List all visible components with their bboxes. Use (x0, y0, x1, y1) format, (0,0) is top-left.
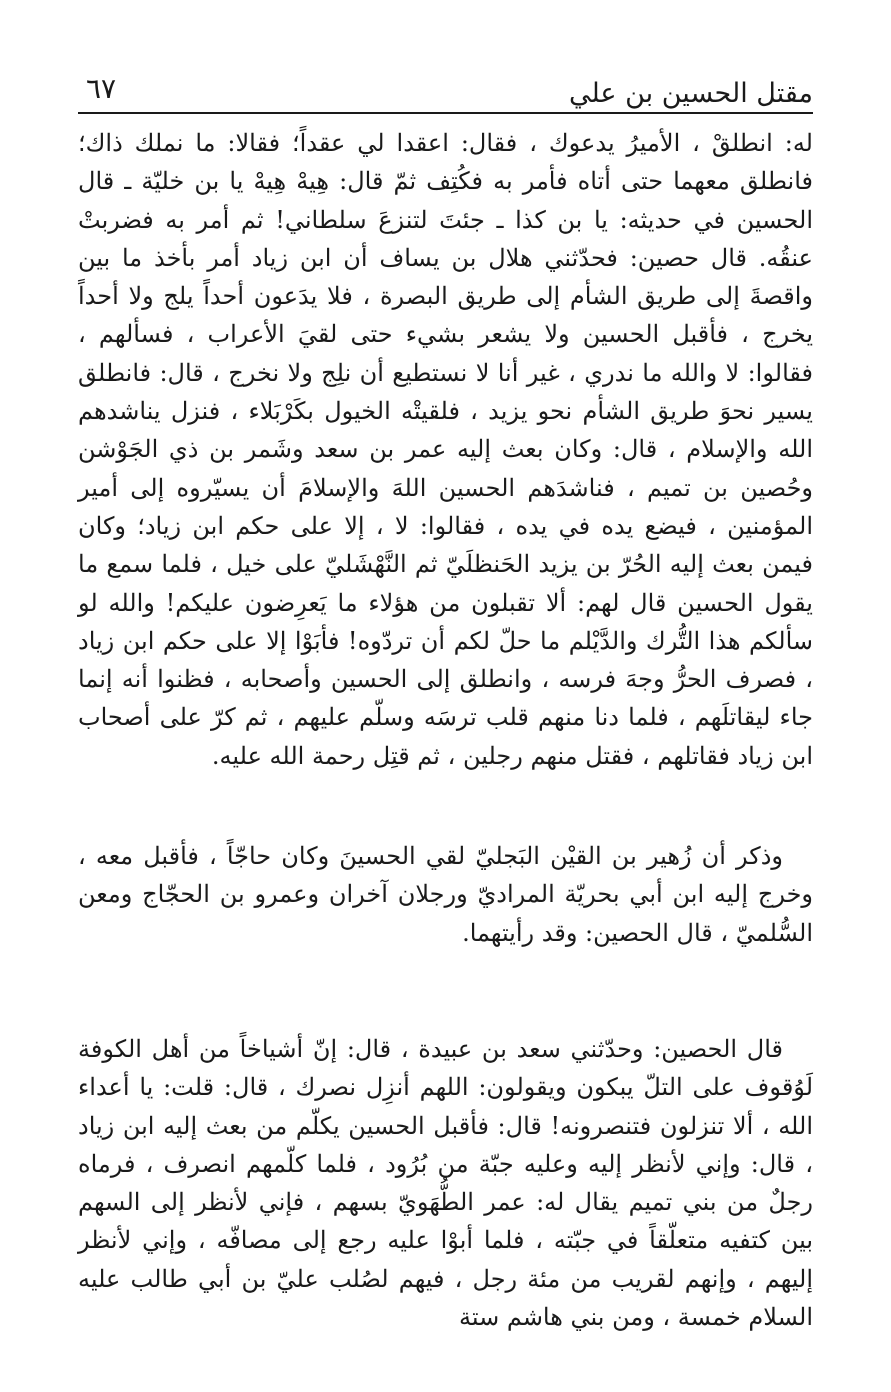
page-header (78, 66, 813, 114)
running-title: مقتل الحسين بن علي (568, 78, 813, 109)
paragraph-1: له: انطلقْ ، الأميرُ يدعوك ، فقال: اعقدا لي عقداً؛ فقالا: ما نملك ذاك؛ فانطلق معهما حتى أتاه فأمر به فكُتِف ثمّ قال: هِيهْ هِيهْ يا بن خليّة ـ قال الحسين في حديثه: يا بن كذا ـ جئتَ لتنزعَ سلطاني! ثم أمر به فضربتْ عنقُه. قال حصين: فحدّثني هلال بن يساف أن ابن زياد أمر بأخذ ما بين واقصةَ إلى طريق الشأم إلى طريق البصرة ، فلا يدَعون أحداً يلج ولا أحداً يخرج ، فأقبل الحسين ولا يشعر بشيء حتى لقيَ الأعراب ، فسألهم ، فقالوا: لا والله ما ندري ، غير أنا لا نستطيع أن نلِج ولا نخرج ، قال: فانطلق يسير نحوَ طريق الشأم نحو يزيد ، فلقيتْه الخيول بكَرْبَلاء ، فنزل يناشدهم الله والإسلام ، قال: وكان بعث إليه عمر بن سعد وشَمر بن ذي الجَوْشن وحُصين بن تميم ، فناشدَهم الحسين اللهَ والإسلامَ أن يسيّروه إلى أمير المؤمنين ، فيضع يده في يده ، فقالوا: لا ، إلا على حكم ابن زياد؛ وكان فيمن بعث إليه الحُرّ بن يزيد الحَنظلَيّ ثم النَّهْشَليّ على خيل ، فلما سمع ما يقول الحسين قال لهم: ألا تقبلون من هؤلاء ما يَعرِضون عليكم! والله لو سألكم هذا التُّرك والدَّيْلم ما حلّ لكم أن تردّوه! فأبَوْا إلا على حكم ابن زياد ، فصرف الحرُّ وجهَ فرسه ، وانطلق إلى الحسين وأصحابه ، فظنوا أنه إنما جاء ليقاتلَهم ، فلما دنا منهم قلب ترسَه وسلّم عليهم ، ثم كرّ على أصحاب ابن زياد فقاتلهم ، فقتل منهم رجلين ، ثم قتِل رحمة الله عليه. (78, 129, 814, 770)
paragraph-3: قال الحصين: وحدّثني سعد بن عبيدة ، قال: إنّ أشياخاً من أهل الكوفة لَوُقوف على التلّ يبكون ويقولون: اللهم أنزِل نصرك ، قال: قلت: يا أعداء الله ، ألا تنزلون فتنصرونه! قال: فأقبل الحسين يكلّم من بعث إليه ابن زياد ، قال: وإني لأنظر إليه وعليه جبّة من بُرُود ، فلما كلّمهم انصرف ، فرماه رجلٌ من بني تميم يقال له: عمر الطُّهَويّ بسهم ، فإني لأنظر إلى السهم بين كتفيه متعلّقاً في جبّته ، فلما أبوْا عليه رجع إلى مصافّه ، وإني لأنظر إليهم ، وإنهم لقريب من مئة رجل ، فيهم لصُلب عليّ بن أبي طالب عليه السلام خمسة ، ومن بني هاشم ستة (78, 1034, 813, 1332)
body-text (78, 124, 813, 1336)
page-number: ٦٧ (86, 72, 117, 105)
paragraph-2: وذكر أن زُهير بن القيْن البَجليّ لقي الحسينَ وكان حاجّاً ، فأقبل معه ، وخرج إليه ابن أبي بحريّة المراديّ ورجلان آخران وعمرو بن الحجّاج ومعن السُّلميّ ، قال الحصين: وقد رأيتهما. (78, 842, 813, 947)
